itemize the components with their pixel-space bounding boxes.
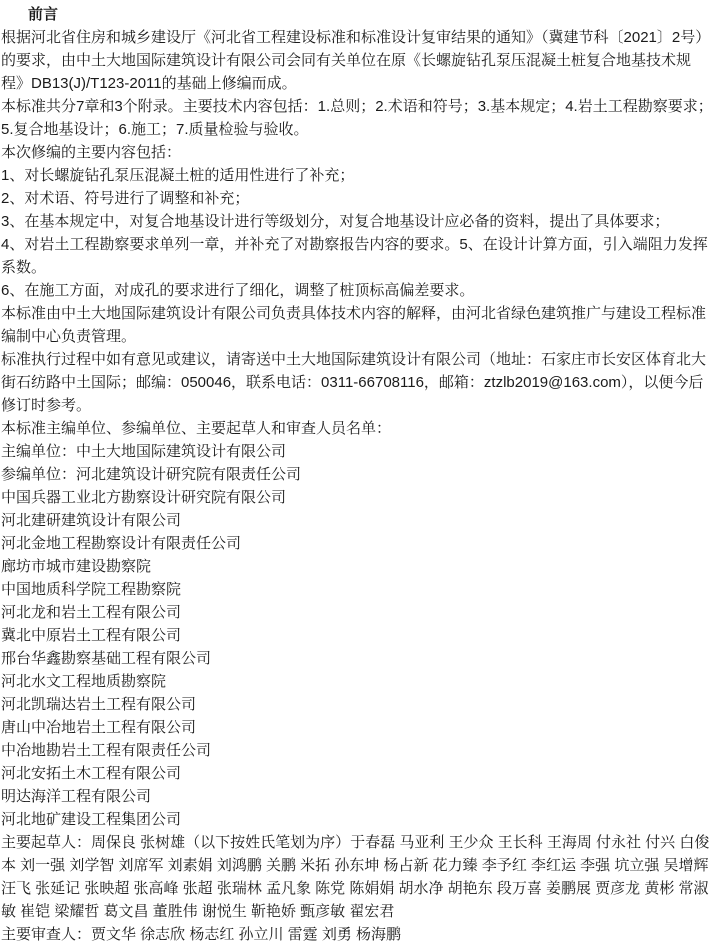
paragraph-roster-intro: 本标准主编单位、参编单位、主要起草人和审查人员名单： (1, 420, 392, 437)
revision-item: 6、在施工方面，对成孔的要求进行了细化，调整了桩顶标高偏差要求。 (1, 282, 475, 299)
participating-unit-line: 邢台华鑫勘察基础工程有限公司 (1, 650, 212, 667)
paragraph-interpretation: 本标准由中土大地国际建筑设计有限公司负责具体技术内容的解释，由河北省绿色建筑推广与建设工程标准编制中心负责管理。 (1, 305, 707, 345)
paragraph-feedback: 标准执行过程中如有意见或建议，请寄送中土大地国际建筑设计有限公司（地址：石家庄市长安区体育北大街石纺路中土国际；邮编：050046，联系电话：0311-66708116，邮箱：ztzlb2019@163.com），以便今后修订时参考。 (1, 351, 707, 414)
revision-item: 1、对长螺旋钻孔泵压混凝土桩的适用性进行了补充； (1, 167, 355, 184)
revision-item: 3、在基本规定中，对复合地基设计进行等级划分，对复合地基设计应必备的资料，提出了具体要求； (1, 213, 670, 230)
participating-unit-line: 明达海洋工程有限公司 (1, 788, 152, 805)
participating-unit-line: 河北地矿建设工程集团公司 (1, 811, 182, 828)
participating-unit-line: 廊坊市城市建设勘察院 (1, 558, 152, 575)
revision-item: 4、对岩土工程勘察要求单列一章，并补充了对勘察报告内容的要求。5、在设计计算方面，引入端阻力发挥系数。 (1, 236, 708, 276)
participating-unit-line: 河北安拓土木工程有限公司 (1, 765, 182, 782)
chief-editor-unit-line: 主编单位：中土大地国际建筑设计有限公司 (1, 443, 287, 460)
participating-unit-line: 河北金地工程勘察设计有限责任公司 (1, 535, 242, 552)
participating-unit-line: 河北龙和岩土工程有限公司 (1, 604, 182, 621)
revision-item: 2、对术语、符号进行了调整和补充； (1, 190, 250, 207)
participating-unit-line: 参编单位：河北建筑设计研究院有限责任公司 (1, 466, 302, 483)
page-title: 前言 (28, 6, 59, 23)
paragraph-basis: 根据河北省住房和城乡建设厅《河北省工程建设标准和标准设计复审结果的通知》（冀建节科〔2021〕2号）的要求，由中土大地国际建筑设计有限公司会同有关单位在原《长螺旋钻孔泵压混凝土桩复合地基技术规程》DB13(J)/T123-2011的基础上修编而成。 (1, 29, 711, 92)
paragraph-revision-intro: 本次修编的主要内容包括： (1, 144, 182, 161)
participating-unit-line: 中冶地勘岩土工程有限责任公司 (1, 742, 212, 759)
participating-unit-line: 河北建研建筑设计有限公司 (1, 512, 182, 529)
paragraph-drafters: 主要起草人：周保良 张树雄（以下按姓氏笔划为序）于春磊 马亚利 王少众 王长科 王海周 付永社 付兴 白俊本 刘一强 刘学智 刘席军 刘素娟 刘鸿鹏 关鹏 米拓 孙东坤 杨占新 花力臻 李予红 李红运 李强 坑立强 吴增辉 汪飞 张延记 张映超 张高峰 张超 张瑞林 孟凡象 陈党 陈娟娟 胡水净 胡艳东 段万喜 姜鹏展 贾彦龙 黄彬 常淑敏 崔铠 梁耀哲 葛文昌 董胜伟 谢悦生 靳艳娇 甄彦敏 翟宏君 (1, 834, 710, 920)
participating-unit-line: 中国地质科学院工程勘察院 (1, 581, 182, 598)
participating-unit-line: 河北水文工程地质勘察院 (1, 673, 167, 690)
participating-unit-line: 唐山中冶地岩土工程有限公司 (1, 719, 197, 736)
participating-unit-line: 冀北中原岩土工程有限公司 (1, 627, 182, 644)
participating-unit-line: 河北凯瑞达岩土工程有限公司 (1, 696, 197, 713)
paragraph-reviewers: 主要审查人：贾文华 徐志欣 杨志红 孙立川 雷霆 刘勇 杨海鹏 (1, 926, 402, 943)
paragraph-structure: 本标准共分7章和3个附录。主要技术内容包括：1.总则；2.术语和符号；3.基本规定；4.岩土工程勘察要求；5.复合地基设计；6.施工；7.质量检验与验收。 (1, 98, 713, 138)
participating-unit-line: 中国兵器工业北方勘察设计研究院有限公司 (1, 489, 287, 506)
